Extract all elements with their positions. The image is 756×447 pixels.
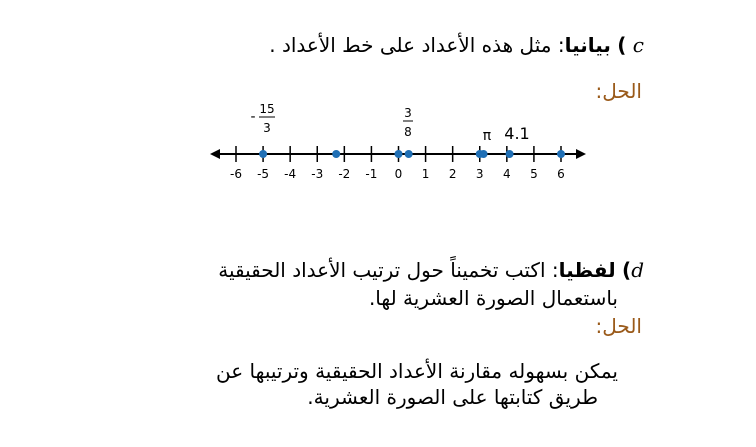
tick-label: 2 [448,167,457,181]
tick-label: -3 [311,167,324,181]
answer-d-line1: يمكن بسهوله مقارنة الأعداد الحقيقية وترتيبها عن [215,359,618,383]
number-line-point [557,150,565,158]
fraction-numerator: 3 [404,106,412,120]
decimal-label: 4.1 [504,124,530,143]
part-c-paren: ) [617,33,627,57]
right-arrow-icon [576,149,586,159]
number-line-point [332,150,340,158]
tick-label: -4 [284,167,297,181]
fraction-denominator: 8 [404,125,412,139]
left-arrow-icon [210,149,220,159]
part-d-paren: ) [622,258,632,282]
tick-label: 4 [503,167,511,181]
number-line-point [506,150,514,158]
tick-label: 6 [557,167,565,181]
neg-fraction-sign: - [250,109,256,125]
answer-d-line2: طريق كتابتها على الصورة العشرية. [307,385,598,409]
number-line-labels [250,102,529,144]
neg-fraction-numerator: 15 [259,102,275,116]
part-d-colon: : [551,258,559,282]
tick-label: 0 [394,167,403,181]
number-line-point [395,150,403,158]
part-c-label: بيانيا [564,33,611,57]
tick-label: 3 [475,167,484,181]
part-c-heading [269,32,644,58]
number-line-point [259,150,267,158]
tick-label: -6 [230,167,242,181]
part-d-label: لفظيا [558,258,616,282]
solution-label-d: الحل: [595,314,642,338]
part-c-letter: c [632,33,644,57]
tick-label: 1 [421,167,430,181]
tick-label: 5 [530,167,538,181]
part-d-heading [218,257,644,283]
part-d-text-line1: اكتب تخميناً حول ترتيب الأعداد الحقيقية [218,258,546,282]
tick-label: -5 [257,167,270,181]
part-d-text-line2: باستعمال الصورة العشرية لها. [368,286,618,310]
part-c-colon: : [557,33,565,57]
tick-label: -1 [365,167,378,181]
neg-fraction-denominator: 3 [263,121,271,135]
pi-label: π [482,128,492,144]
tick-label: -2 [338,167,351,181]
number-line-point [405,150,413,158]
part-d-letter: d [631,258,644,282]
solution-label-c: الحل: [595,79,642,103]
number-line-point [480,150,488,158]
number-line [200,95,600,190]
part-c-text: مثل هذه الأعداد على خط الأعداد . [269,33,552,57]
